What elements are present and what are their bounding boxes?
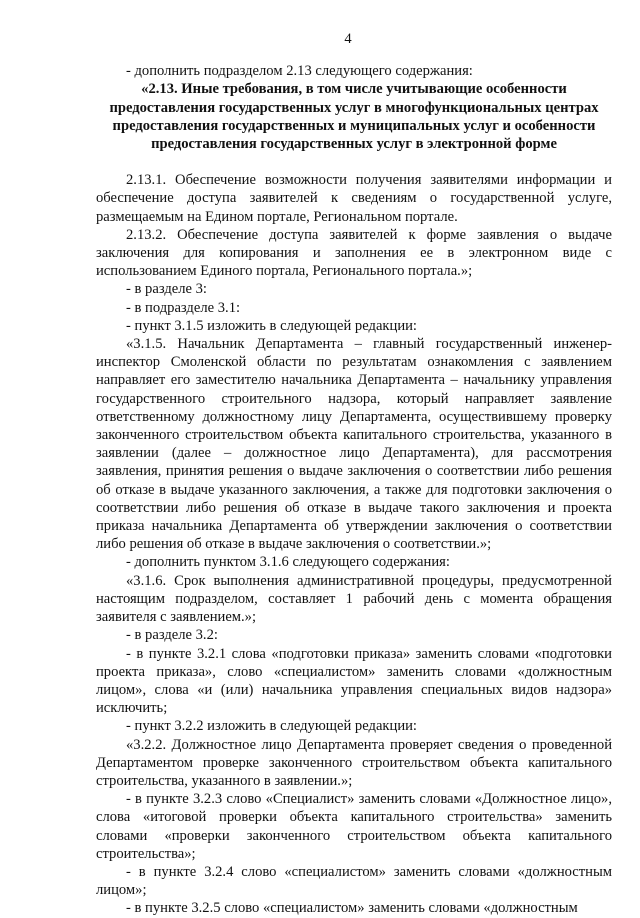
paragraph-3-2-1: - в пункте 3.2.1 слова «подготовки приказа» заменить словами «подготовки проекта приказа», слово «специалистом» заменить словами «должностным лицом», слова «и (или) начальника управления специальных видов надзора» исключить; — [96, 645, 612, 717]
list-item-section-3: - в разделе 3: — [126, 281, 207, 298]
paragraph-2-13-1: 2.13.1. Обеспечение возможности получения заявителями информации и обеспечение доступа заявителей к сведениям о государственной услуге, размещаемым на Едином портале, Региональном портале. — [96, 172, 612, 225]
paragraph-3-1-6: «3.1.6. Срок выполнения административной процедуры, предусмотренной настоящим подразделом, составляет 1 рабочий день с момента обращения заявителя с заявлением.»; — [96, 572, 612, 626]
paragraph-3-2-3: - в пункте 3.2.3 слово «Специалист» заменить словами «Должностное лицо», слова «итоговой проверки объекта капитального строительства» заменить словами «проверки законченного строительством объекта капитального строительства»; — [96, 791, 612, 862]
page-number: 4 — [344, 31, 352, 47]
paragraph-2-13-2: 2.13.2. Обеспечение доступа заявителей к форме заявления о выдаче заключения для копирования и заполнения ее в электронном виде с использованием Единого портала, Регионального портала.»; — [96, 226, 612, 280]
list-item-point-3-2-2: - пункт 3.2.2 изложить в следующей редакции: — [126, 718, 417, 735]
intro-line: - дополнить подразделом 2.13 следующего содержания: — [126, 63, 473, 80]
paragraph-3-2-2: «3.2.2. Должностное лицо Департамента проверяет сведения о проведенной Департаментом проверке законченного строительством объекта капитального строительства, указанного в заявлении.»; — [96, 736, 612, 789]
paragraph-3-1-5: «3.1.5. Начальник Департамента – главный государственный инженер-инспектор Смоленской области по результатам ознакомления с заявлением направляет его заместителю начальника Департамента – начальнику управления государственного строительного надзора, который направляет заявление ответственному должностному лицу Департамента, осуществившему проверку законченного строительством объекта капитального строительства, указанного в заявлении (далее – должностное лицо Департамента), для рассмотрения заявления, принятия решения о выдаче заключения о соответствии либо решения об отказе в выдаче указанного заключения, а также для подготовки заключения о соответствии либо решения об отказе в выдаче такого заключения и проекта приказа начальника Департамента об утверждении заключения о соответствии либо решения об отказе в выдаче заключения о соответствии.»; — [96, 336, 612, 553]
list-item-section-3-2: - в разделе 3.2: — [126, 627, 218, 644]
paragraph-3-2-4: - в пункте 3.2.4 слово «специалистом» заменить словами «должностным лицом»; — [96, 863, 612, 899]
list-item-subsection-3-1: - в подразделе 3.1: — [126, 299, 241, 316]
list-item-add-3-1-6: - дополнить пунктом 3.1.6 следующего содержания: — [126, 554, 450, 571]
paragraph-3-2-5: - в пункте 3.2.5 слово «специалистом» заменить словами «должностным — [126, 900, 578, 917]
list-item-point-3-1-5: - пункт 3.1.5 изложить в следующей редакции: — [126, 317, 417, 334]
document-page — [96, 30, 612, 918]
section-heading: «2.13. Иные требования, в том числе учитывающие особенности предоставления государственных услуг в многофункциональных центрах предоставления государственных и муниципальных услуг и особенности предоставления государственных услуг в электронной форме — [109, 81, 599, 153]
